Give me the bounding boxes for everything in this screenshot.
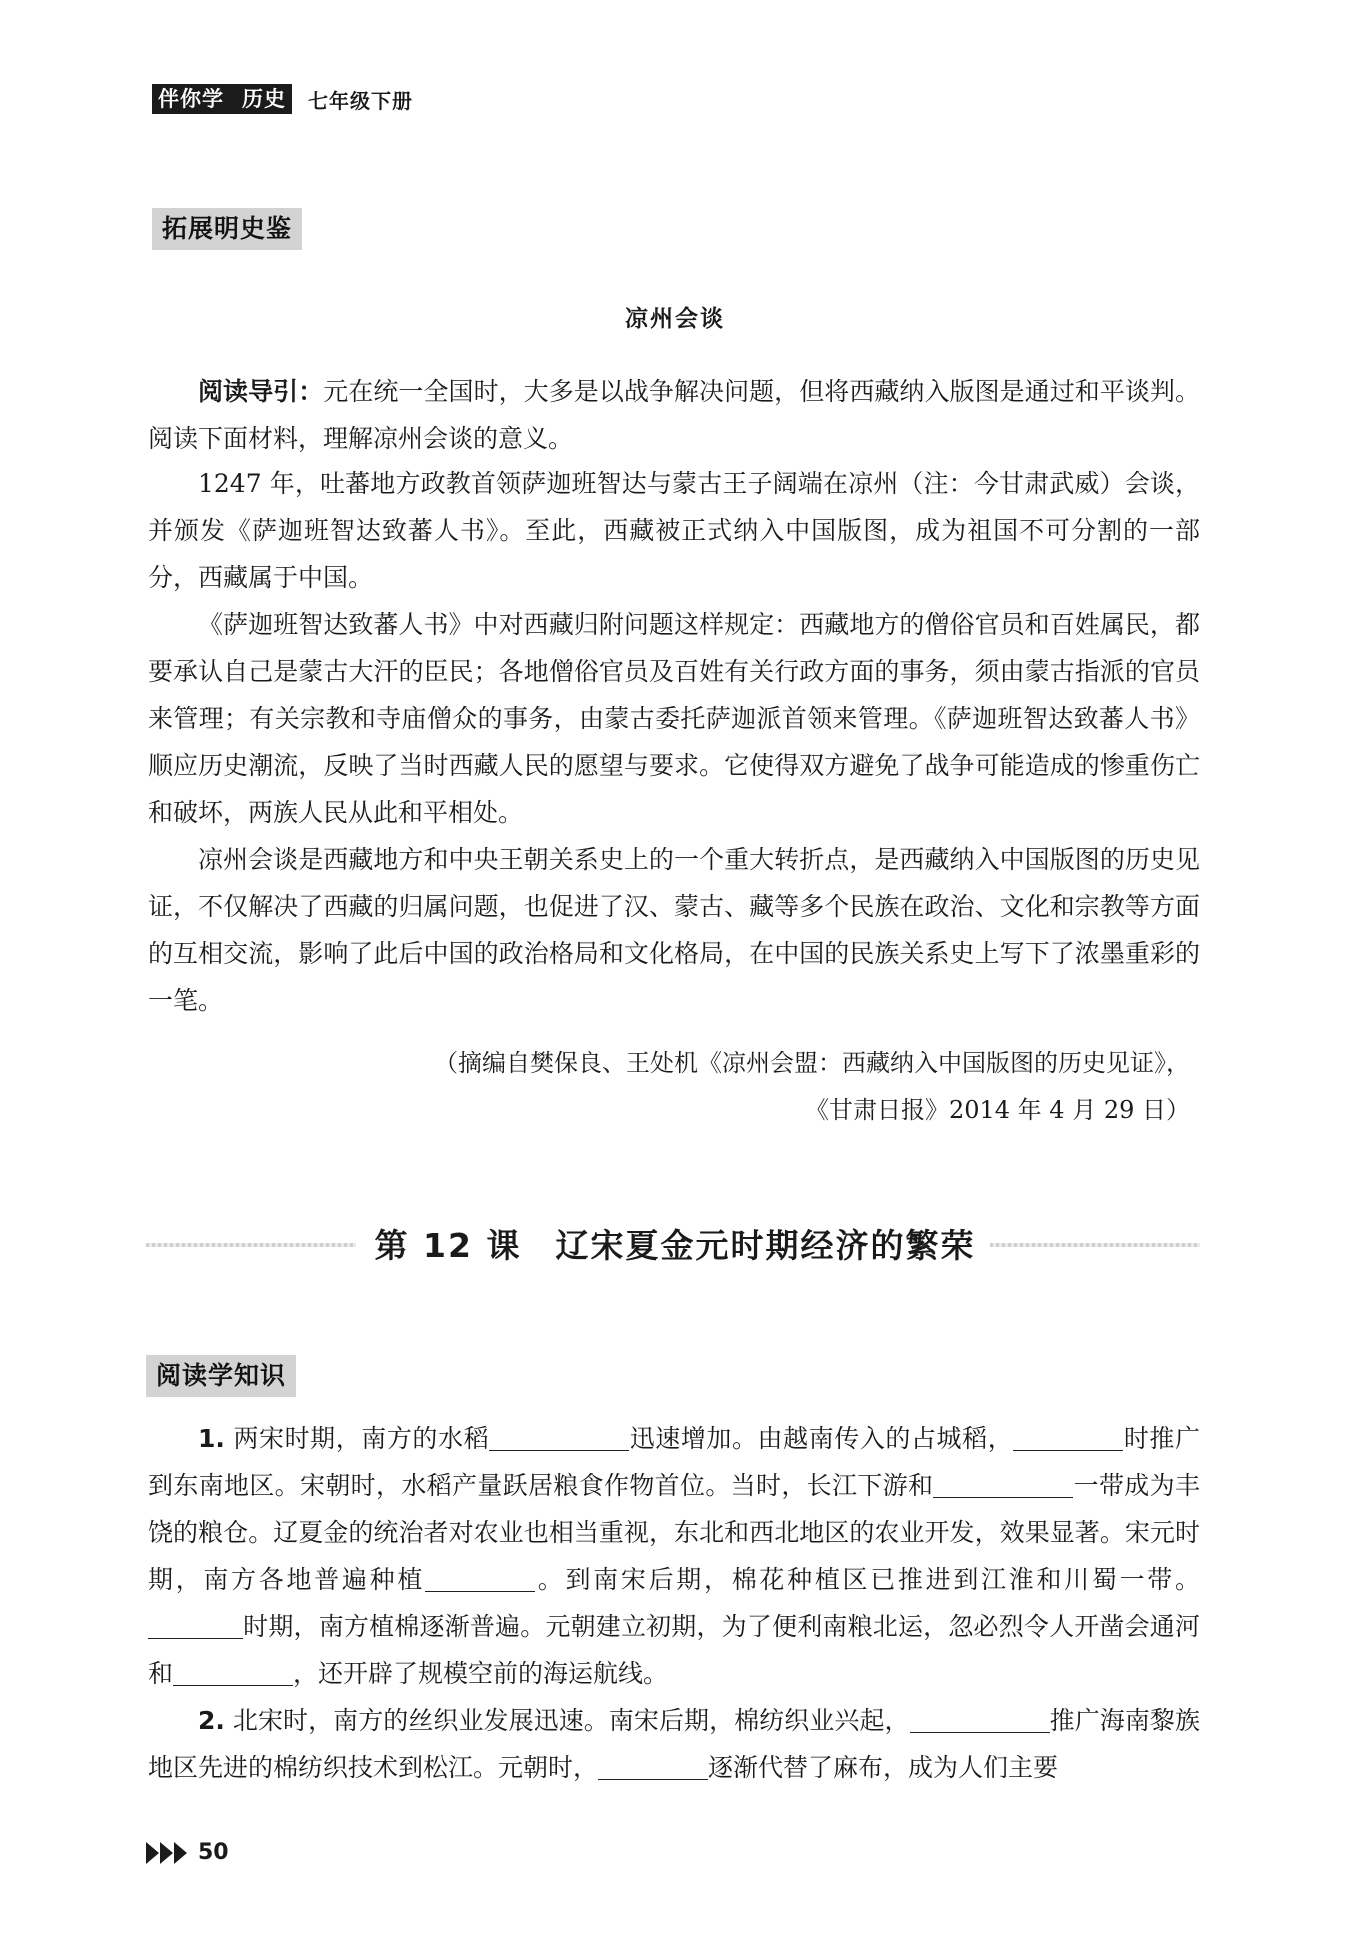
exercise-2 bbox=[148, 1697, 1200, 1791]
lesson-title: 辽宋夏金元时期经济的繁荣 bbox=[555, 1226, 976, 1265]
article-paragraph: 凉州会谈是西藏地方和中央王朝关系史上的一个重大转折点，是西藏纳入中国版图的历史见证，不仅解决了西藏的归属问题，也促进了汉、蒙古、藏等多个民族在政治、文化和宗教等方面的互相交流，影响了此后中国的政治格局和文化格局，在中国的民族关系史上写下了浓墨重彩的一笔。 bbox=[148, 845, 1200, 1015]
exercise-number: 2. bbox=[198, 1706, 225, 1735]
answer-blank[interactable] bbox=[173, 1655, 293, 1686]
exercise-text: 时期，南方植棉逐渐普遍。元朝建立初期，为了便利南粮北运，忽必烈令人开凿会通河和 bbox=[148, 1612, 1200, 1688]
answer-blank[interactable] bbox=[933, 1467, 1073, 1498]
reading-guide bbox=[148, 368, 1200, 462]
guide-label: 阅读导引： bbox=[198, 377, 324, 406]
guide-text: 元在统一全国时，大多是以战争解决问题，但将西藏纳入版图是通过和平谈判。阅读下面材料，理解凉州会谈的意义。 bbox=[148, 377, 1200, 453]
answer-blank[interactable] bbox=[598, 1749, 708, 1780]
article-title: 凉州会谈 bbox=[625, 306, 725, 332]
section-tag-read: 阅读学知识 bbox=[146, 1355, 296, 1397]
page-footer bbox=[146, 1840, 229, 1865]
exercise-text: 北宋时，南方的丝织业发展迅速。南宋后期，棉纺织业兴起， bbox=[232, 1706, 910, 1735]
exercise-text: 迅速增加。由越南传入的占城稻， bbox=[629, 1424, 1014, 1453]
section-tag-extend: 拓展明史鉴 bbox=[152, 208, 302, 250]
article-paragraph: 1247 年，吐蕃地方政教首领萨迦班智达与蒙古王子阔端在凉州（注：今甘肃武威）会谈，并颁发《萨迦班智达致蕃人书》。至此，西藏被正式纳入中国版图，成为祖国不可分割的一部分，西藏属于中国。 bbox=[148, 469, 1200, 592]
article-citation bbox=[434, 1040, 1190, 1134]
article-body bbox=[148, 460, 1200, 1024]
chevron-right-icon bbox=[146, 1842, 188, 1864]
article-paragraph: 《萨迦班智达致蕃人书》中对西藏归附问题这样规定：西藏地方的僧俗官员和百姓属民，都要承认自己是蒙古大汗的臣民；各地僧俗官员及百姓有关行政方面的事务，须由蒙古指派的官员来管理；有关宗教和寺庙僧众的事务，由蒙古委托萨迦派首领来管理。《萨迦班智达致蕃人书》顺应历史潮流，反映了当时西藏人民的愿望与要求。它使得双方避免了战争可能造成的惨重伤亡和破坏，两族人民从此和平相处。 bbox=[148, 610, 1200, 827]
lesson-number: 第 12 课 bbox=[374, 1226, 522, 1265]
page-number: 50 bbox=[198, 1840, 229, 1865]
exercise-text: 。到南宋后期，棉花种植区已推进到江淮和川蜀一带。 bbox=[535, 1565, 1200, 1594]
answer-blank[interactable] bbox=[1013, 1420, 1123, 1451]
citation-line: 《甘肃日报》2014 年 4 月 29 日） bbox=[804, 1096, 1190, 1124]
exercise-text: ，还开辟了规模空前的海运航线。 bbox=[293, 1659, 669, 1688]
subject-name: 历史 bbox=[242, 87, 286, 111]
exercise-text: 两宋时期，南方的水稻 bbox=[233, 1424, 490, 1453]
answer-blank[interactable] bbox=[425, 1561, 535, 1592]
exercise-1 bbox=[148, 1415, 1200, 1697]
lesson-heading bbox=[0, 1220, 1350, 1267]
grade-label: 七年级下册 bbox=[308, 88, 413, 113]
exercise-text: 推广海南黎族地区先进的棉纺织技术到松江。元朝时， bbox=[148, 1706, 1200, 1782]
series-brand bbox=[152, 84, 292, 114]
answer-blank[interactable] bbox=[910, 1702, 1050, 1733]
exercise-text: 一带成为丰饶的粮仓。辽夏金的统治者对农业也相当重视，东北和西北地区的农业开发，效果显著。宋元时期，南方各地普遍种植 bbox=[148, 1471, 1200, 1594]
fill-in-exercises bbox=[148, 1415, 1200, 1791]
exercise-number: 1. bbox=[198, 1424, 225, 1453]
series-name: 伴你学 bbox=[158, 87, 224, 111]
running-header bbox=[152, 84, 413, 114]
answer-blank[interactable] bbox=[148, 1608, 243, 1639]
answer-blank[interactable] bbox=[489, 1420, 629, 1451]
citation-line: （摘编自樊保良、王处机《凉州会盟：西藏纳入中国版图的历史见证》， bbox=[434, 1049, 1190, 1077]
exercise-text: 逐渐代替了麻布，成为人们主要 bbox=[708, 1753, 1059, 1782]
exercise-text: 时推广到东南地区。宋朝时，水稻产量跃居粮食作物首位。当时，长江下游和 bbox=[148, 1424, 1200, 1500]
